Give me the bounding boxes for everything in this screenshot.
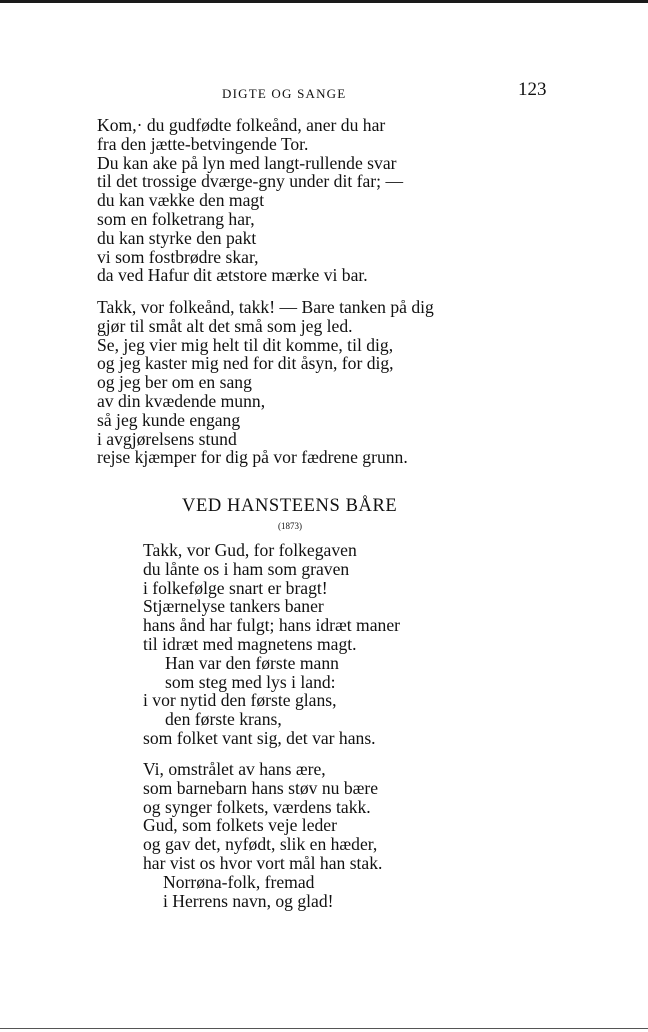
poem-year: (1873) bbox=[278, 521, 302, 531]
poem-line: i folkefølge snart er bragt! bbox=[143, 577, 328, 598]
poem-line: Takk, vor folkeånd, takk! — Bare tanken på dig bbox=[97, 297, 434, 317]
poem-line: Stjærnelyse tankers baner bbox=[143, 596, 324, 617]
poem-line: Kom,· du gudfødte folkeånd, aner du har bbox=[97, 115, 386, 135]
poem-line: Du kan ake på lyn med langt-rullende svar bbox=[97, 152, 397, 173]
poem-line: Vi, omstrålet av hans ære, bbox=[143, 759, 326, 779]
poem-line: som barnebarn hans støv nu bære bbox=[143, 777, 379, 798]
poem-line: gjør til småt alt det små som jeg led. bbox=[97, 315, 353, 336]
running-head: DIGTE OG SANGE bbox=[222, 86, 347, 101]
poem-2-stanza-2 bbox=[143, 760, 382, 910]
poem-line: til det trossige dværge-gny under dit far; — bbox=[97, 171, 404, 192]
poem-line: i avgjørelsens stund bbox=[97, 428, 237, 449]
poem-line: og jeg kaster mig ned for dit åsyn, for dig, bbox=[97, 353, 394, 374]
bottom-edge-rule bbox=[0, 1028, 648, 1029]
poem-line-indented: i Herrens navn, og glad! bbox=[163, 890, 334, 911]
poem-line: har vist os hvor vort mål han stak. bbox=[143, 852, 383, 873]
page-number: 123 bbox=[518, 79, 547, 100]
poem-line: rejse kjæmper for dig på vor fædrene grunn. bbox=[97, 447, 408, 468]
poem-1-stanza-1 bbox=[97, 116, 403, 285]
poem-1-stanza-2 bbox=[97, 298, 434, 467]
poem-line: til idræt med magnetens magt. bbox=[143, 633, 357, 654]
poem-2-stanza-1 bbox=[143, 541, 400, 748]
poem-line: du lånte os i ham som graven bbox=[143, 558, 350, 579]
poem-line-indented: Han var den første mann bbox=[165, 652, 339, 673]
poem-line-indented: som steg med lys i land: bbox=[165, 671, 336, 692]
poem-line: hans ånd har fulgt; hans idræt maner bbox=[143, 615, 400, 636]
poem-line: du kan styrke den pakt bbox=[97, 227, 257, 248]
poem-line: du kan vække den magt bbox=[97, 190, 265, 211]
poem-line-indented: den første krans, bbox=[165, 709, 282, 730]
poem-line: som en folketrang har, bbox=[97, 208, 255, 229]
poem-line: som folket vant sig, det var hans. bbox=[143, 727, 376, 748]
poem-line: og jeg ber om en sang bbox=[97, 372, 252, 393]
poem-line: vi som fostbrødre skar, bbox=[97, 246, 259, 267]
poem-line: og gav det, nyfødt, slik en hæder, bbox=[143, 834, 378, 855]
poem-line: av din kvædende munn, bbox=[97, 390, 266, 411]
poem-title: VED HANSTEENS BÅRE bbox=[182, 496, 398, 516]
poem-line: i vor nytid den første glans, bbox=[143, 690, 337, 711]
poem-line: så jeg kunde engang bbox=[97, 409, 241, 430]
poem-line: fra den jætte-betvingende Tor. bbox=[97, 133, 309, 154]
poem-line-indented: Norrøna-folk, fremad bbox=[163, 871, 315, 892]
top-edge-rule bbox=[0, 0, 648, 3]
poem-line: Takk, vor Gud, for folkegaven bbox=[143, 540, 357, 560]
poem-line: Se, jeg vier mig helt til dit komme, til dig, bbox=[97, 334, 394, 355]
poem-line: Gud, som folkets veje leder bbox=[143, 815, 337, 836]
poem-line: da ved Hafur dit ætstore mærke vi bar. bbox=[97, 265, 368, 286]
poem-line: og synger folkets, værdens takk. bbox=[143, 796, 371, 817]
